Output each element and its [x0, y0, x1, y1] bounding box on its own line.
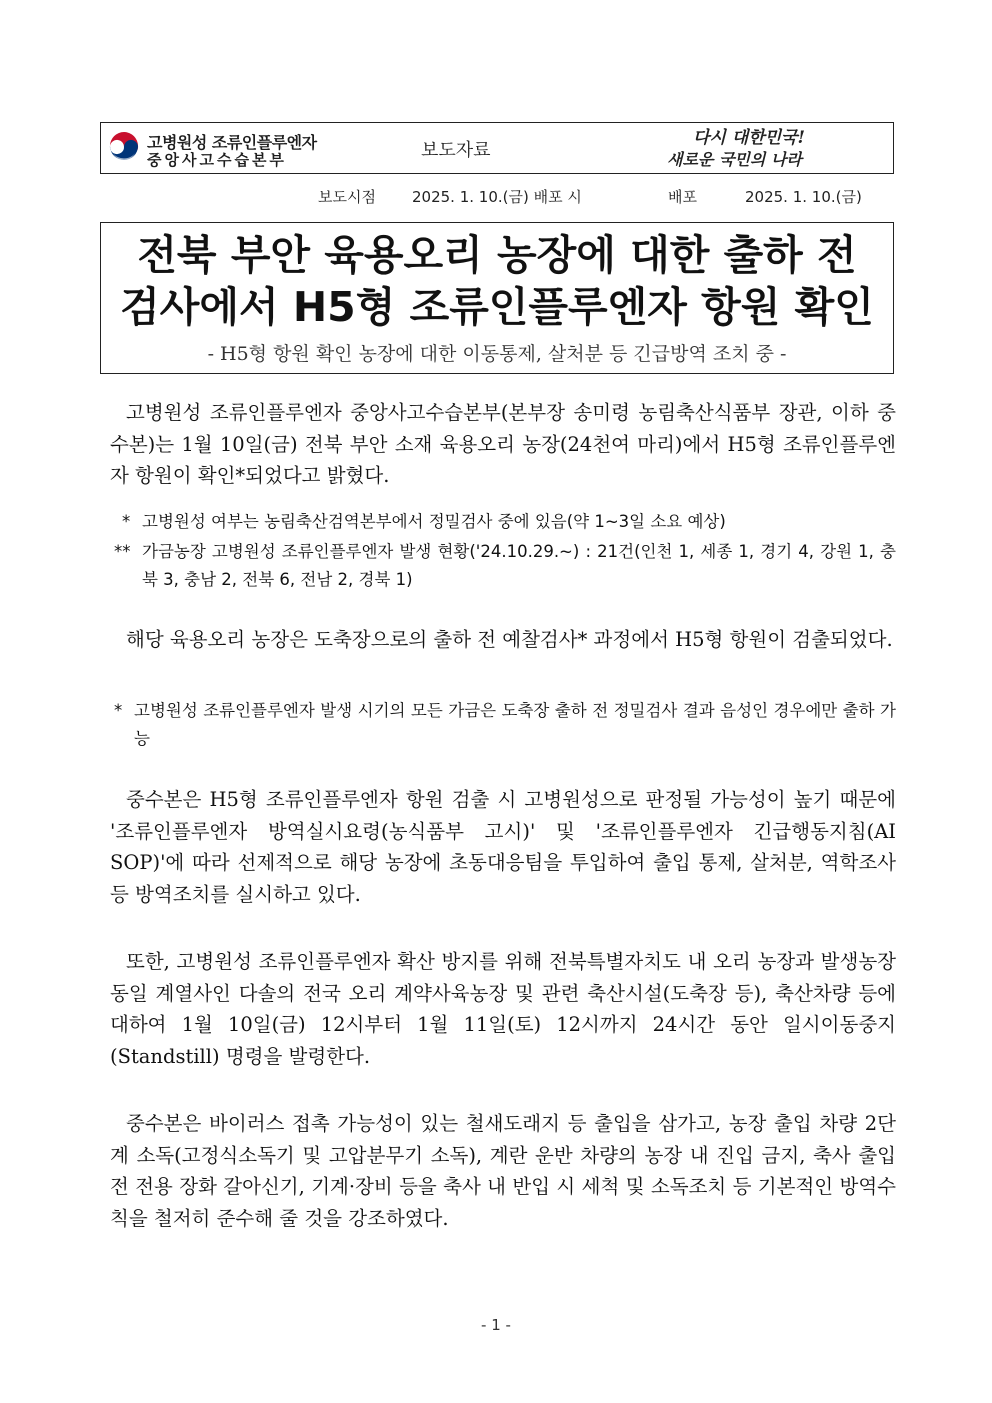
- distribution-label: 배포: [668, 188, 697, 206]
- distribution-value: 2025. 1. 10.(금): [745, 188, 862, 206]
- org-name-line1: 고병원성 조류인플루엔자: [147, 133, 317, 152]
- header-box: [100, 122, 894, 174]
- org-logo: [107, 129, 337, 169]
- footnote-1: * 고병원성 여부는 농림축산검역본부에서 정밀검사 중에 있음(약 1~3일 소요 예상): [122, 512, 726, 531]
- paragraph-3: 중수본은 H5형 조류인플루엔자 항원 검출 시 고병원성으로 판정될 가능성이 높기 때문에 '조류인플루엔자 방역실시요령(농식품부 고시)' 및 '조류인플루엔자 긴급행동지침(AI SOP)'에 따라 선제적으로 해당 농장에 초동대응팀을 투입하여 출입 통제, 살처분, 역학조사 등 방역조치를 실시하고 있다.: [110, 788, 896, 906]
- paragraph-1: 고병원성 조류인플루엔자 중앙사고수습본부(본부장 송미령 농림축산식품부 장관, 이하 중수본)는 1월 10일(금) 전북 부안 소재 육용오리 농장(24천여 마리)에서 H5형 조류인플루엔자 항원이 확인*되었다고 밝혔다.: [110, 401, 896, 487]
- footnote-3: * 고병원성 조류인플루엔자 발생 시기의 모든 가금은 도축장 출하 전 정밀검사 결과 음성인 경우에만 출하 가능: [114, 701, 896, 748]
- footnote-2: ** 가금농장 고병원성 조류인플루엔자 발생 현황('24.10.29.~) : 21건(인천 1, 세종 1, 경기 4, 강원 1, 충북 3, 충남 2, 전북 6, 전남 2, 경북 1): [114, 542, 896, 589]
- subtitle: - H5형 항원 확인 농장에 대한 이동통제, 살처분 등 긴급방역 조치 중 -: [207, 343, 787, 365]
- page-number: - 1 -: [481, 1316, 511, 1334]
- paragraph-2: 해당 육용오리 농장은 도축장으로의 출하 전 예찰검사* 과정에서 H5형 항원이 검출되었다.: [126, 628, 893, 651]
- paragraph-5: 중수본은 바이러스 접촉 가능성이 있는 철새도래지 등 출입을 삼가고, 농장 출입 차량 2단계 소독(고정식소독기 및 고압분무기 소독), 계란 운반 차량의 농장 내 진입 금지, 축사 출입 전 전용 장화 갈아신기, 기계·장비 등을 축사 내 반입 시 세척 및 소독조치 등 기본적인 방역수칙을 철저히 준수해 줄 것을 강조하였다.: [110, 1112, 896, 1230]
- title-box: [100, 222, 894, 374]
- paragraph-4: 또한, 고병원성 조류인플루엔자 확산 방지를 위해 전북특별자치도 내 오리 농장과 발생농장 동일 계열사인 다솔의 전국 오리 계약사육농장 및 관련 축산시설(도축장 등), 축산차량 등에 대하여 1월 10일(금) 12시부터 1월 11일(토) 12시까지 24시간 동안 일시이동중지(Standstill) 명령을 발령한다.: [110, 950, 896, 1068]
- svg-text:새로운 국민의 나라: 새로운 국민의 나라: [667, 150, 802, 169]
- korea-emblem-icon: [107, 131, 141, 165]
- doc-type-label: 보도자료: [421, 140, 491, 161]
- title-line1: 전북 부안 육용오리 농장에 대한 출하 전: [137, 231, 857, 279]
- title-line2: 검사에서 H5형 조류인플루엔자 항원 확인: [120, 283, 874, 331]
- svg-text:다시 대한민국!: 다시 대한민국!: [693, 128, 805, 148]
- release-value: 2025. 1. 10.(금) 배포 시: [412, 188, 582, 206]
- slogan-calligraphy: [663, 125, 853, 171]
- org-name-line2: 중앙사고수습본부: [147, 151, 287, 169]
- release-label: 보도시점: [318, 188, 376, 206]
